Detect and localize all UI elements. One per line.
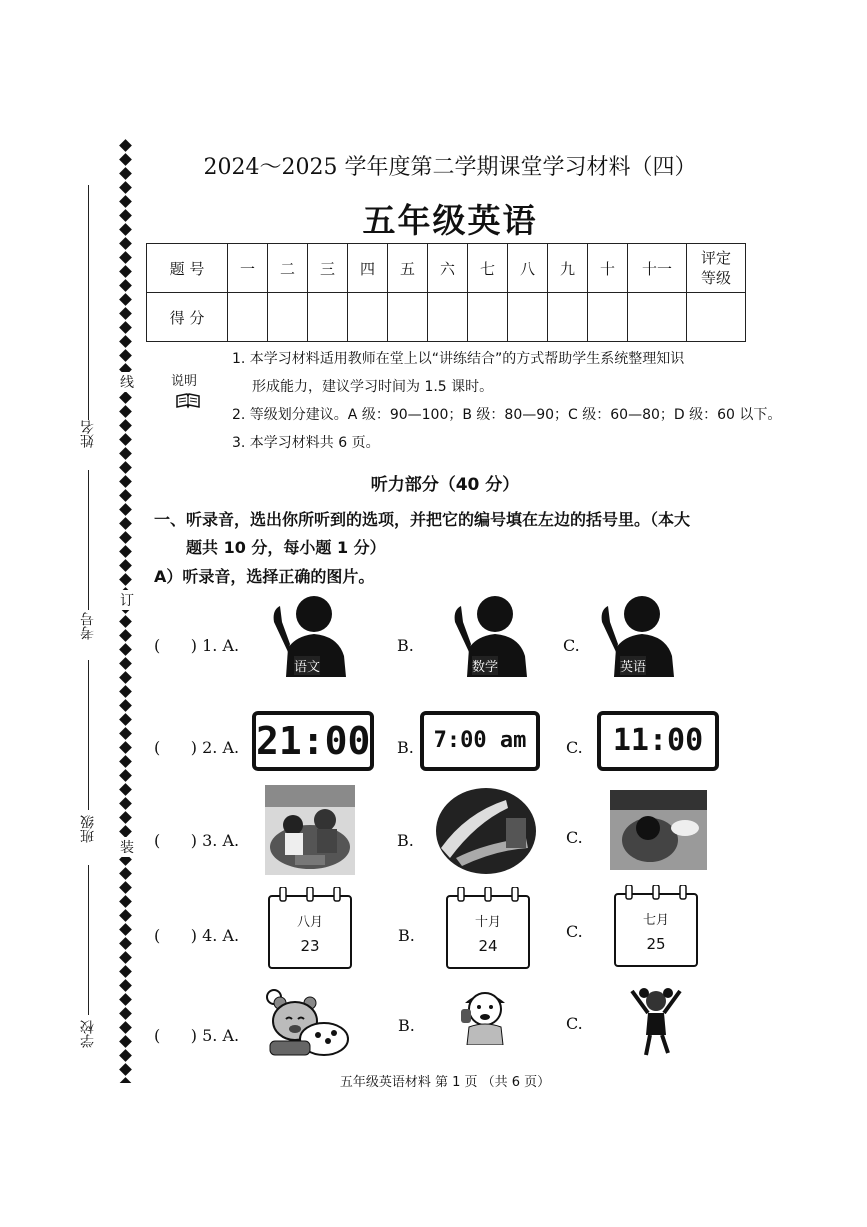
question-1-instruction [154, 506, 754, 562]
col-1: 一 [228, 244, 268, 293]
score-cell[interactable] [228, 293, 268, 342]
q1-line1: 一、听录音，选出你所听到的选项，并把它的编号填在左边的括号里。（本大 [154, 510, 691, 529]
grade-label-1: 评定 [700, 249, 731, 267]
binding-line-name [88, 185, 89, 420]
score-cell[interactable] [468, 293, 508, 342]
diamond-mark [119, 406, 132, 419]
clock-b: 7:00 am [420, 711, 540, 771]
diamond-mark [119, 308, 132, 321]
col-4: 四 [348, 244, 388, 293]
diamond-mark [119, 1078, 132, 1083]
diamond-mark [119, 322, 132, 335]
calendar-rings-icon [270, 887, 350, 903]
diamond-mark [119, 518, 132, 531]
clock-c: 11:00 [597, 711, 719, 771]
diamond-mark [119, 812, 132, 825]
score-cell[interactable] [308, 293, 348, 342]
field-name-label: 姓名 [80, 420, 96, 448]
section-heading: 听力部分（40 分） [370, 475, 520, 495]
binding-line-school [88, 865, 89, 1015]
diamond-mark [119, 952, 132, 965]
diamond-mark [119, 924, 132, 937]
diamond-mark [119, 210, 132, 223]
note-2: 2. 等级划分建议。A 级：90—100；B 级：80—90；C 级：60—80；D 级：60 以下。 [232, 407, 782, 423]
binding-line-class [88, 660, 89, 810]
diamond-mark [119, 616, 132, 629]
q5-option-b: B. [398, 1016, 415, 1035]
diamond-mark [119, 742, 132, 755]
diamond-mark [119, 686, 132, 699]
binding-mark-bind: 装 [119, 837, 135, 857]
calendar-b [446, 895, 530, 969]
diamond-mark [119, 1064, 132, 1077]
diamond-mark [119, 546, 132, 559]
diamond-mark [119, 238, 132, 251]
field-school-label: 学校 [80, 1020, 96, 1048]
grade-label-2: 等级 [700, 269, 731, 287]
shirt-label-english: 英语 [620, 656, 646, 675]
diamond-mark [119, 910, 132, 923]
diamond-mark [119, 728, 132, 741]
diamond-mark [119, 1036, 132, 1049]
diamond-mark [119, 532, 132, 545]
shirt-label-chinese: 语文 [294, 656, 320, 675]
diamond-mark [119, 448, 132, 461]
diamond-mark [119, 266, 132, 279]
diamond-mark [119, 868, 132, 881]
note-3: 3. 本学习材料共 6 页。 [232, 435, 380, 451]
q1-option-b: B. [397, 636, 414, 655]
diamond-mark [119, 882, 132, 895]
q5-option-c: C. [566, 1014, 583, 1033]
q3-option-b: B. [397, 831, 414, 850]
field-number-label: 考号 [80, 612, 96, 640]
calendar-c-day: 25 [646, 935, 666, 953]
sleeping-bear-image [262, 987, 350, 1059]
calendar-rings-icon [616, 885, 696, 901]
grade-label [687, 244, 746, 293]
binding-diamond-line [118, 138, 132, 1083]
girl-jumping-image [628, 985, 684, 1057]
q4-option-c: C. [566, 922, 583, 941]
diamond-mark [119, 1050, 132, 1063]
score-cell[interactable] [268, 293, 308, 342]
diamond-mark [119, 182, 132, 195]
score-row1-label: 题 号 [147, 244, 228, 293]
diamond-mark [119, 294, 132, 307]
binding-mark-line: 线 [119, 372, 135, 392]
q3-number: ( ) 3. A. [154, 831, 240, 850]
score-cell[interactable] [428, 293, 468, 342]
calendar-a [268, 895, 352, 969]
col-3: 三 [308, 244, 348, 293]
diamond-mark [119, 938, 132, 951]
diamond-mark [119, 154, 132, 167]
col-2: 二 [268, 244, 308, 293]
notes-list [232, 345, 781, 457]
col-10: 十 [588, 244, 628, 293]
q1-option-c: C. [563, 636, 580, 655]
diamond-mark [119, 196, 132, 209]
field-class-label: 班级 [80, 815, 96, 843]
diamond-mark [119, 784, 132, 797]
note-1a: 1. 本学习材料适用教师在堂上以“讲练结合”的方式帮助学生系统整理知识 [232, 351, 685, 367]
swimming-photo [610, 790, 707, 870]
q1-line2: 题共 10 分，每小题 1 分） [186, 538, 386, 557]
grade-cell[interactable] [687, 293, 746, 342]
note-1b: 形成能力，建议学习时间为 1.5 课时。 [252, 379, 494, 395]
subject-title: 五年级英语 [362, 201, 538, 240]
score-cell[interactable] [628, 293, 687, 342]
diamond-mark [119, 504, 132, 517]
q1-number: ( ) 1. A. [154, 636, 240, 655]
boy-brushing-teeth-image [455, 985, 515, 1045]
col-7: 七 [468, 244, 508, 293]
q3-option-c: C. [566, 828, 583, 847]
q2-number: ( ) 2. A. [154, 738, 240, 757]
q2-option-c: C. [566, 738, 583, 757]
diamond-mark [119, 350, 132, 363]
diamond-mark [119, 700, 132, 713]
diamond-mark [119, 336, 132, 349]
binding-mark-staple: 订 [119, 590, 135, 610]
diamond-mark [119, 770, 132, 783]
diamond-mark [119, 574, 132, 587]
diamond-mark [119, 630, 132, 643]
diamond-mark [119, 490, 132, 503]
calendar-b-day: 24 [478, 937, 498, 955]
score-cell[interactable] [548, 293, 588, 342]
diamond-mark [119, 140, 132, 153]
diamond-mark [119, 644, 132, 657]
book-icon [176, 393, 200, 409]
col-9: 九 [548, 244, 588, 293]
diamond-mark [119, 966, 132, 979]
picnic-photo [265, 785, 355, 875]
diamond-mark [119, 168, 132, 181]
diamond-mark [119, 560, 132, 573]
diamond-mark [119, 224, 132, 237]
shirt-label-math: 数学 [472, 656, 498, 675]
q4-number: ( ) 4. A. [154, 926, 240, 945]
col-8: 八 [508, 244, 548, 293]
diamond-mark [119, 658, 132, 671]
calendar-a-month: 八月 [296, 915, 323, 930]
diamond-mark [119, 1008, 132, 1021]
q5-number: ( ) 5. A. [154, 1026, 240, 1045]
col-6: 六 [428, 244, 468, 293]
diamond-mark [119, 756, 132, 769]
diamond-mark [119, 994, 132, 1007]
col-11: 十一 [628, 244, 687, 293]
notes-label: 说明 [171, 374, 198, 389]
score-cell[interactable] [588, 293, 628, 342]
q2-option-b: B. [397, 738, 414, 757]
calendar-a-day: 23 [300, 937, 320, 955]
calendar-b-month: 十月 [474, 915, 501, 930]
great-wall-photo [436, 788, 536, 874]
part-a-instruction: A）听录音，选择正确的图片。 [154, 567, 375, 586]
calendar-c [614, 893, 698, 967]
diamond-mark [119, 714, 132, 727]
clock-a: 21:00 [252, 711, 374, 771]
diamond-mark [119, 462, 132, 475]
diamond-mark [119, 896, 132, 909]
diamond-mark [119, 280, 132, 293]
diamond-mark [119, 476, 132, 489]
diamond-mark [119, 252, 132, 265]
page-title: 2024～2025 学年度第二学期课堂学习材料（四） [203, 155, 697, 180]
diamond-mark [119, 672, 132, 685]
diamond-mark [119, 434, 132, 447]
score-table [146, 243, 746, 342]
q4-option-b: B. [398, 926, 415, 945]
score-row2-label: 得 分 [147, 293, 228, 342]
diamond-mark [119, 392, 132, 405]
diamond-mark [119, 980, 132, 993]
binding-line-number [88, 470, 89, 610]
diamond-mark [119, 798, 132, 811]
score-cell[interactable] [348, 293, 388, 342]
calendar-rings-icon [448, 887, 528, 903]
page-footer: 五年级英语材料 第 1 页 （共 6 页） [339, 1075, 551, 1090]
score-cell[interactable] [508, 293, 548, 342]
diamond-mark [119, 1022, 132, 1035]
calendar-c-month: 七月 [642, 913, 669, 928]
score-cell[interactable] [388, 293, 428, 342]
diamond-mark [119, 420, 132, 433]
col-5: 五 [388, 244, 428, 293]
